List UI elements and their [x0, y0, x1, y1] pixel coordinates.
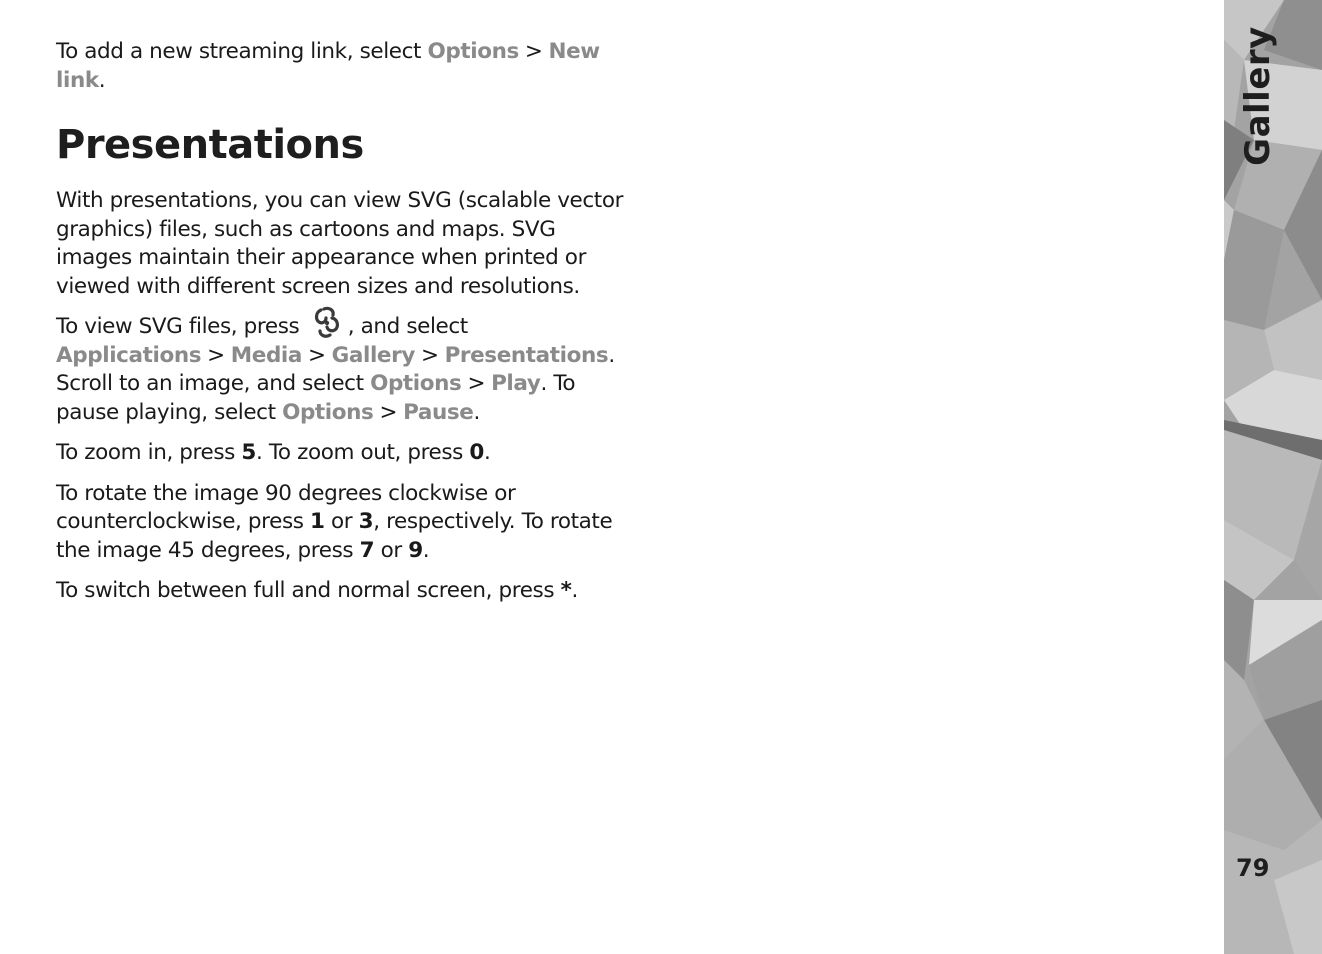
rotate-paragraph	[56, 480, 626, 566]
menu-option-pause: Pause	[403, 399, 474, 425]
intro-paragraph	[56, 38, 626, 95]
menu-separator: >	[207, 342, 225, 368]
menu-separator: >	[420, 342, 439, 368]
menu-option-new-link: New link	[56, 39, 600, 93]
text-run: .	[483, 440, 491, 465]
key-star: *	[560, 578, 572, 603]
menu-option-presentations: Presentations	[444, 342, 609, 368]
text-run: .	[473, 399, 480, 425]
text-run: . To pause playing, select	[56, 371, 576, 425]
text-run: or	[374, 537, 409, 563]
page-content	[56, 38, 626, 618]
text-run: To zoom in, press	[56, 440, 242, 465]
key-9: 9	[408, 537, 423, 563]
text-run: .	[422, 537, 430, 563]
zoom-paragraph	[56, 439, 626, 468]
chapter-label	[1236, 26, 1280, 166]
key-1: 1	[310, 509, 325, 534]
text-run: or	[324, 509, 359, 534]
menu-option-media: Media	[230, 342, 303, 368]
menu-separator: >	[467, 371, 486, 396]
menu-option-options: Options	[282, 399, 374, 425]
screen-paragraph	[56, 577, 626, 606]
menu-separator: >	[524, 39, 543, 64]
text-run: To view SVG files, press	[56, 314, 306, 339]
menu-separator: >	[379, 399, 398, 425]
text-run: , and select	[347, 314, 468, 339]
menu-option-play: Play	[491, 371, 541, 396]
text-run: . To zoom out, press	[255, 440, 470, 465]
menu-option-options: Options	[370, 371, 462, 396]
chapter-label-text: Gallery	[1238, 26, 1278, 166]
text-run: To rotate the image 90 degrees clockwise or counterclockwise, press	[56, 480, 516, 534]
key-5: 5	[241, 440, 256, 465]
view-svg-paragraph	[56, 313, 626, 427]
menu-option-gallery: Gallery	[331, 342, 415, 368]
key-7: 7	[359, 537, 375, 563]
text-run: .	[571, 578, 578, 603]
key-0: 0	[469, 440, 484, 465]
section-heading: Presentations	[56, 122, 364, 168]
text-run: , respectively. To rotate the image 45 degrees, press	[56, 509, 613, 563]
menu-option-applications: Applications	[56, 342, 202, 368]
menu-option-options: Options	[427, 39, 519, 64]
description-paragraph: With presentations, you can view SVG (scalable vector graphics) files, such as cartoons and maps. SVG images maintain their appearance when printed or viewed with different screen sizes and resolutions.	[56, 188, 624, 299]
menu-key-icon	[312, 306, 342, 340]
text-run: .	[98, 67, 106, 93]
text-run: . Scroll to an image, and select	[56, 342, 615, 396]
menu-separator: >	[308, 342, 326, 368]
page-number: 79	[1236, 854, 1270, 882]
text-run: To switch between full and normal screen, press	[56, 578, 561, 603]
key-3: 3	[358, 509, 374, 534]
text-run: To add a new streaming link, select	[56, 39, 428, 64]
